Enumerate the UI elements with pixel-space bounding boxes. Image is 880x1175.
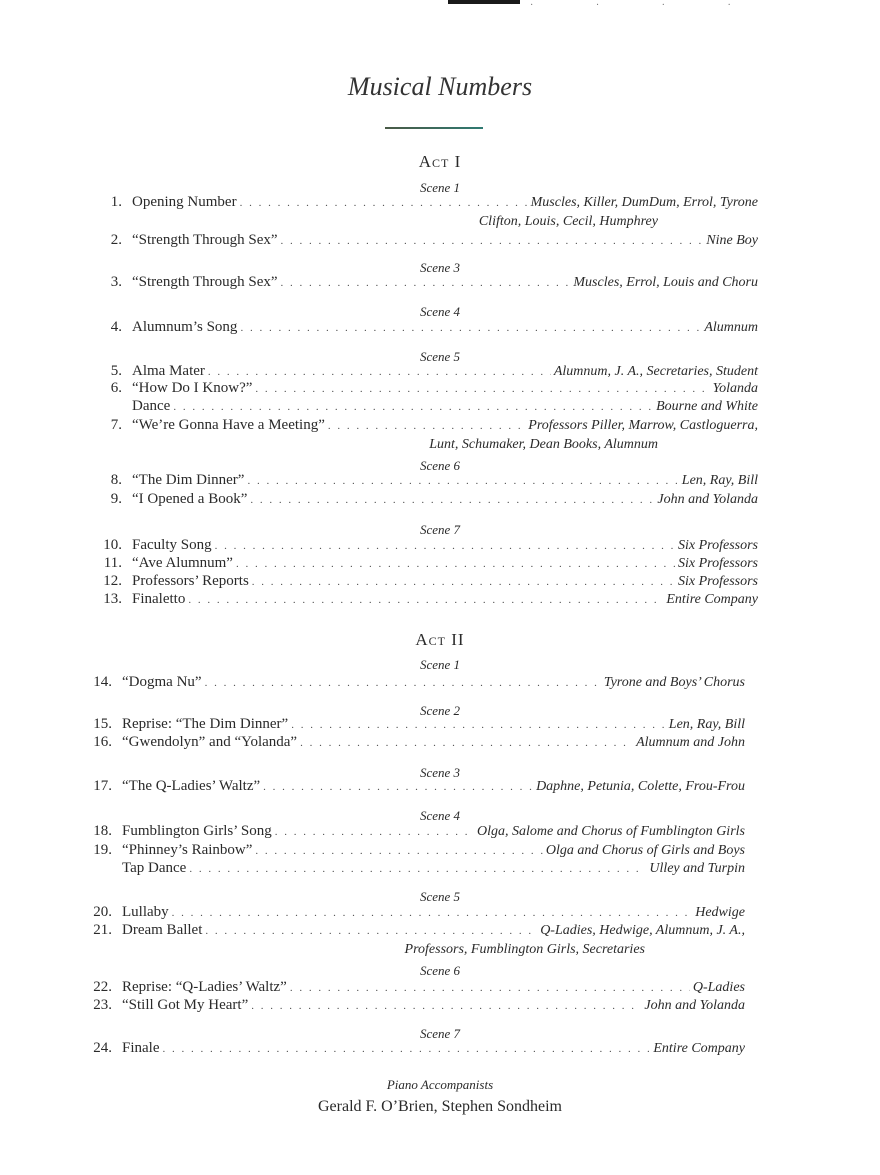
song-title: “Still Got My Heart” bbox=[122, 997, 249, 1013]
top-edge-mark bbox=[448, 0, 520, 4]
scene-heading: Scene 5 bbox=[419, 349, 461, 364]
dot-leader bbox=[300, 734, 633, 751]
dot-leader bbox=[189, 860, 646, 877]
performers: John and Yolanda bbox=[644, 998, 745, 1013]
song-title: “How Do I Know?” bbox=[132, 380, 253, 396]
program-entry bbox=[78, 922, 745, 940]
entry-number: 9. bbox=[110, 491, 122, 507]
song-title: Dream Ballet bbox=[122, 922, 203, 938]
entry-number: 21. bbox=[93, 922, 112, 938]
program-entry bbox=[88, 232, 758, 250]
dot-leader bbox=[328, 417, 525, 434]
scene-heading: Scene 5 bbox=[419, 889, 461, 904]
song-title: “Strength Through Sex” bbox=[132, 274, 278, 290]
program-entry bbox=[78, 1040, 745, 1058]
entry-number: 19. bbox=[93, 842, 112, 858]
song-title: Lullaby bbox=[122, 904, 169, 920]
act-heading: Act I bbox=[418, 152, 462, 171]
program-entry bbox=[78, 778, 745, 796]
scene-heading: Scene 7 bbox=[419, 522, 461, 537]
dot-leader bbox=[173, 398, 653, 415]
performers: Professors Piller, Marrow, Castloguerra, bbox=[528, 418, 758, 433]
performers: Nine Boy bbox=[706, 233, 758, 248]
performers: Muscles, Killer, DumDum, Errol, Tyrone bbox=[530, 195, 758, 210]
entry-number: 5. bbox=[110, 363, 122, 379]
program-entry bbox=[88, 573, 758, 591]
program-entry bbox=[88, 398, 758, 416]
program-entry bbox=[88, 472, 758, 490]
top-edge-specks: · · · · bbox=[530, 0, 761, 11]
performers: Yolanda bbox=[712, 381, 758, 396]
dot-leader bbox=[247, 472, 678, 489]
dot-leader bbox=[251, 997, 641, 1014]
dot-leader bbox=[240, 194, 528, 211]
scene-heading: Scene 6 bbox=[419, 963, 461, 978]
entry-number: 4. bbox=[110, 319, 122, 335]
dot-leader bbox=[281, 274, 571, 291]
performers: Muscles, Errol, Louis and Choru bbox=[573, 275, 758, 290]
program-entry bbox=[88, 319, 758, 337]
scene-heading: Scene 3 bbox=[419, 765, 461, 780]
dot-leader bbox=[255, 380, 709, 397]
dot-leader bbox=[255, 842, 542, 859]
song-title: “I Opened a Book” bbox=[132, 491, 248, 507]
program-entry bbox=[88, 537, 758, 555]
entry-number: 16. bbox=[93, 734, 112, 750]
dot-leader bbox=[205, 674, 601, 691]
accompanists-names: Gerald F. O’Brien, Stephen Sondheim bbox=[317, 1098, 562, 1115]
program-entry bbox=[88, 274, 758, 292]
performers: Ulley and Turpin bbox=[649, 861, 745, 876]
program-entry bbox=[78, 716, 745, 734]
song-title: “We’re Gonna Have a Meeting” bbox=[132, 417, 325, 433]
scene-heading: Scene 7 bbox=[419, 1026, 461, 1041]
song-title: Alma Mater bbox=[132, 363, 205, 379]
accompanists-label: Piano Accompanists bbox=[386, 1077, 494, 1092]
dot-leader bbox=[291, 716, 666, 733]
song-title: “Phinney’s Rainbow” bbox=[122, 842, 253, 858]
performers: Six Professors bbox=[678, 574, 758, 589]
performers: Len, Ray, Bill bbox=[668, 717, 745, 732]
entry-number: 13. bbox=[103, 591, 122, 607]
entry-number: 14. bbox=[93, 674, 112, 690]
act-heading: Act II bbox=[415, 630, 465, 649]
performers: Olga, Salome and Chorus of Fumblington Girls bbox=[477, 824, 745, 839]
scene-heading: Scene 1 bbox=[419, 657, 461, 672]
program-entry bbox=[88, 591, 758, 609]
dot-leader bbox=[263, 778, 533, 795]
program-entry bbox=[78, 904, 745, 922]
performers: Olga and Chorus of Girls and Boys bbox=[545, 843, 745, 858]
program-entry bbox=[88, 363, 758, 381]
program-entry bbox=[78, 674, 745, 692]
page-title: Musical Numbers bbox=[347, 72, 533, 101]
entry-number: 6. bbox=[110, 380, 122, 396]
program-entry bbox=[78, 842, 745, 860]
song-title: Reprise: “The Dim Dinner” bbox=[122, 716, 289, 732]
entry-number: 2. bbox=[110, 232, 122, 248]
program-entry bbox=[88, 555, 758, 573]
song-title: “Dogma Nu” bbox=[122, 674, 202, 690]
entry-number: 18. bbox=[93, 823, 112, 839]
entry-number: 22. bbox=[93, 979, 112, 995]
dot-leader bbox=[250, 491, 654, 508]
dot-leader bbox=[281, 232, 704, 249]
entry-number: 20. bbox=[93, 904, 112, 920]
dot-leader bbox=[236, 555, 675, 572]
program-entry bbox=[88, 380, 758, 398]
performers: Six Professors bbox=[678, 538, 758, 553]
performers: Entire Company bbox=[653, 1041, 745, 1056]
entry-number: 24. bbox=[93, 1040, 112, 1056]
scene-heading: Scene 3 bbox=[419, 260, 461, 275]
performers: Hedwige bbox=[695, 905, 745, 920]
song-title: Faculty Song bbox=[132, 537, 212, 553]
dot-leader bbox=[172, 904, 693, 921]
song-title: Professors’ Reports bbox=[132, 573, 249, 589]
performers-continued: Clifton, Louis, Cecil, Humphrey bbox=[478, 214, 658, 229]
dot-leader bbox=[215, 537, 675, 554]
performers-continued: Professors, Fumblington Girls, Secretaries bbox=[404, 942, 645, 957]
performers: Six Professors bbox=[678, 556, 758, 571]
dot-leader bbox=[252, 573, 675, 590]
scene-heading: Scene 6 bbox=[419, 458, 461, 473]
dot-leader bbox=[163, 1040, 651, 1057]
performers: Daphne, Petunia, Colette, Frou-Frou bbox=[536, 779, 745, 794]
performers: Alumnum and John bbox=[636, 735, 745, 750]
entry-number: 17. bbox=[93, 778, 112, 794]
entry-number: 8. bbox=[110, 472, 122, 488]
dot-leader bbox=[290, 979, 690, 996]
entry-number: 1. bbox=[110, 194, 122, 210]
dot-leader bbox=[205, 922, 537, 939]
performers: Alumnum, J. A., Secretaries, Student bbox=[553, 364, 758, 379]
song-title: “The Dim Dinner” bbox=[132, 472, 245, 488]
performers: Entire Company bbox=[666, 592, 758, 607]
performers: Q-Ladies bbox=[692, 980, 745, 995]
program-entry bbox=[88, 417, 758, 435]
program-entry bbox=[78, 823, 745, 841]
dot-leader bbox=[208, 363, 551, 380]
program-entry bbox=[78, 734, 745, 752]
performers: John and Yolanda bbox=[657, 492, 758, 507]
song-title: Alumnum’s Song bbox=[132, 319, 238, 335]
entry-number: 23. bbox=[93, 997, 112, 1013]
entry-number: 12. bbox=[103, 573, 122, 589]
performers: Tyrone and Boys’ Chorus bbox=[603, 675, 745, 690]
performers: Bourne and White bbox=[656, 399, 758, 414]
entry-number: 3. bbox=[110, 274, 122, 290]
dot-leader bbox=[188, 591, 663, 608]
song-title: “Ave Alumnum” bbox=[132, 555, 233, 571]
song-title: “The Q-Ladies’ Waltz” bbox=[122, 778, 261, 794]
dot-leader bbox=[275, 823, 474, 840]
performers: Len, Ray, Bill bbox=[681, 473, 758, 488]
program-entry bbox=[78, 997, 745, 1015]
song-title: Finale bbox=[122, 1040, 160, 1056]
song-title: “Gwendolyn” and “Yolanda” bbox=[122, 734, 298, 750]
program-entry bbox=[78, 979, 745, 997]
entry-number: 11. bbox=[103, 555, 122, 571]
entry-number: 10. bbox=[103, 537, 122, 553]
title-divider bbox=[385, 127, 483, 129]
program-entry bbox=[78, 860, 745, 878]
song-title: Fumblington Girls’ Song bbox=[122, 823, 272, 839]
scene-heading: Scene 1 bbox=[419, 180, 461, 195]
dot-leader bbox=[240, 319, 701, 336]
song-title: Reprise: “Q-Ladies’ Waltz” bbox=[122, 979, 287, 995]
performers: Alumnum bbox=[704, 320, 758, 335]
song-title: Finaletto bbox=[132, 591, 186, 607]
song-title: Tap Dance bbox=[122, 860, 187, 876]
song-title: “Strength Through Sex” bbox=[132, 232, 278, 248]
performers-continued: Lunt, Schumaker, Dean Books, Alumnum bbox=[429, 437, 658, 452]
song-title: Opening Number bbox=[132, 194, 237, 210]
scene-heading: Scene 4 bbox=[419, 304, 461, 319]
scene-heading: Scene 2 bbox=[419, 703, 461, 718]
scene-heading: Scene 4 bbox=[419, 808, 461, 823]
program-entry bbox=[88, 194, 758, 212]
entry-number: 7. bbox=[110, 417, 122, 433]
program-entry bbox=[88, 491, 758, 509]
entry-number: 15. bbox=[93, 716, 112, 732]
song-title: Dance bbox=[132, 398, 171, 414]
performers: Q-Ladies, Hedwige, Alumnum, J. A., bbox=[540, 923, 745, 938]
